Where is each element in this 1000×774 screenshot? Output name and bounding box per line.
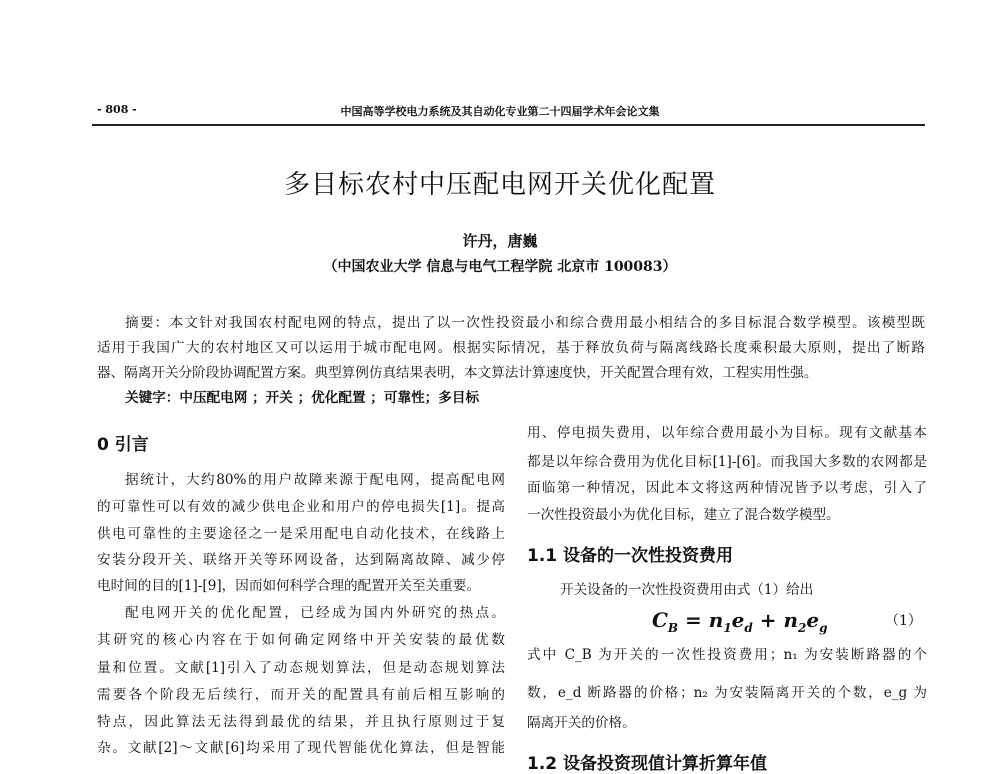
body-line: 量和位置。文献[1]引入了动态规划算法，但是动态规划算法 <box>97 660 505 676</box>
body-line: 其研究的核心内容在于如何确定网络中开关安装的最优数 <box>97 632 505 648</box>
body-line: 配电网开关的优化配置，已经成为国内外研究的热点。 <box>125 605 505 621</box>
formula-term: n <box>708 608 724 632</box>
body-line: 式中 C_B 为开关的一次性投资费用；n₁ 为安装断路器的个 <box>527 647 927 663</box>
formula-op: = <box>678 608 709 632</box>
abstract-line: 器、隔离开关分阶段协调配置方案。典型算例仿真结果表明，本文算法计算速度快，开关配置合理有效，工程实用性强。 <box>97 365 818 381</box>
body-line: 杂。文献[2]～文献[6]均采用了现代智能优化算法，但是智能 <box>97 740 505 756</box>
formula-op: + <box>752 608 784 632</box>
body-line: 供电可靠性的主要途径之一是采用配电自动化技术，在线路上 <box>97 526 505 542</box>
body-line: 用、停电损失费用，以年综合费用最小为目标。现有文献基本 <box>527 425 927 441</box>
formula-term: e <box>731 608 745 632</box>
formula-intro: 开关设备的一次性投资费用由式（1）给出 <box>560 582 814 598</box>
formula-term: e <box>806 608 820 632</box>
body-line: 隔离开关的价格。 <box>527 715 636 731</box>
formula-sub: B <box>667 621 679 635</box>
page-number: - 808 - <box>97 103 137 116</box>
section-heading-1-1: 1.1 设备的一次性投资费用 <box>527 546 734 566</box>
body-line: 都是以年综合费用为优化目标[1]-[6]。而我国大多数的农网都是 <box>527 454 927 470</box>
body-line: 的可靠性可以有效的减少供电企业和用户的停电损失[1]。提高 <box>97 499 505 515</box>
abstract-line: 适用于我国广大的农村地区又可以运用于城市配电网。根据实际情况，基于释放负荷与隔离线路长度乘积最大原则，提出了断路 <box>97 340 925 356</box>
body-line: 面临第一种情况，因此本文将这两种情况皆予以考虑，引入了 <box>527 480 927 496</box>
formula-sub: 1 <box>723 621 732 635</box>
body-line: 需要各个阶段无后续行，而开关的配置具有前后相互影响的 <box>97 687 505 703</box>
equation-number: （1） <box>885 613 922 629</box>
formula-sub: d <box>744 621 753 635</box>
body-line: 特点，因此算法无法得到最优的结果，并且执行原则过于复 <box>97 714 505 730</box>
paper-title: 多目标农村中压配电网开关优化配置 <box>283 170 716 200</box>
body-line: 据统计，大约80%的用户故障来源于配电网，提高配电网 <box>125 472 505 488</box>
section-heading-intro: 0 引言 <box>97 435 149 455</box>
body-line: 一次性投资最小为优化目标，建立了混合数学模型。 <box>527 507 840 523</box>
formula-sub: g <box>819 621 828 635</box>
authors: 许丹，唐巍 <box>462 232 538 250</box>
body-line: 数，e_d 断路器的价格；n₂ 为安装隔离开关的个数，e_g 为 <box>527 685 927 701</box>
body-line: 电时间的目的[1]-[9]，因而如何科学合理的配置开关至关重要。 <box>97 578 480 594</box>
running-header: 中国高等学校电力系统及其自动化专业第二十四届学术年会论文集 <box>340 105 660 118</box>
section-heading-1-2: 1.2 设备投资现值计算折算年值 <box>527 754 768 774</box>
header-rule <box>92 124 925 126</box>
keywords: 关键字：中压配电网 ；开关 ；优化配置 ；可靠性；多目标 <box>125 390 480 406</box>
formula-term: C <box>652 608 668 632</box>
formula-sub: 2 <box>798 621 807 635</box>
body-line: 安装分段开关、联络开关等环网设备，达到隔离故障、减少停 <box>97 552 505 568</box>
equation-1 <box>652 608 828 635</box>
affiliation: （中国农业大学 信息与电气工程学院 北京市 100083） <box>323 259 677 275</box>
abstract-line: 摘要：本文针对我国农村配电网的特点，提出了以一次性投资最小和综合费用最小相结合的多目标混合数学模型。该模型既 <box>125 315 925 331</box>
formula-term: n <box>783 608 799 632</box>
